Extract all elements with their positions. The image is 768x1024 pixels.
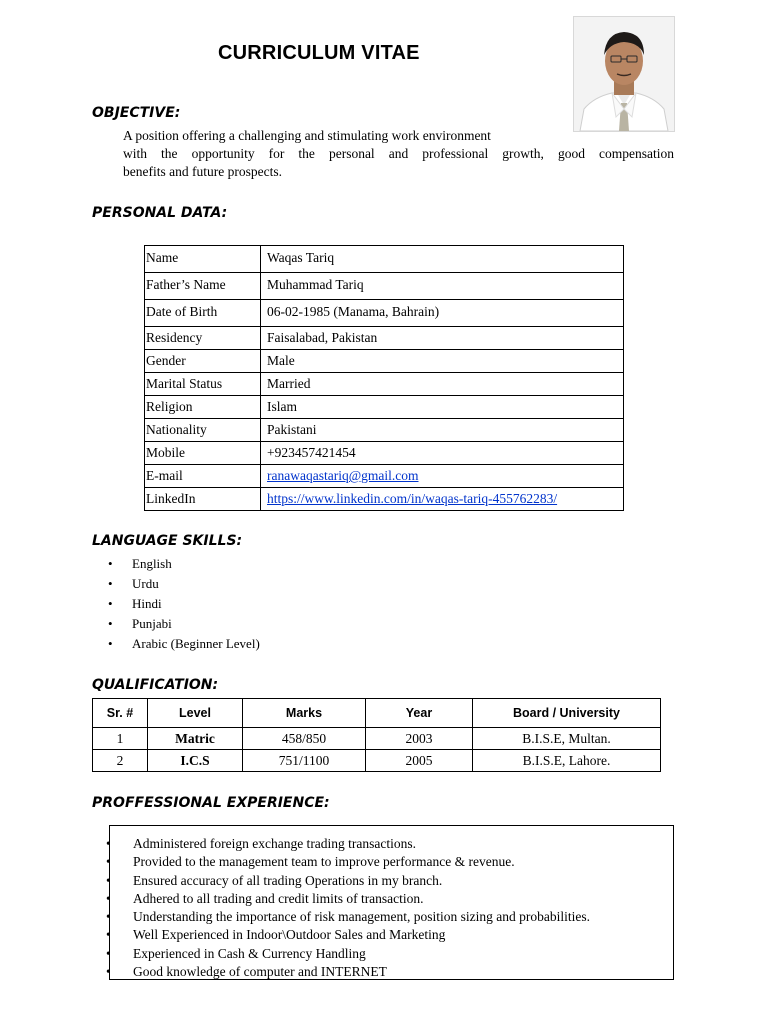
column-header: Marks xyxy=(243,699,366,728)
experience-text: Ensured accuracy of all trading Operations in my branch. xyxy=(133,872,443,888)
field-label: LinkedIn xyxy=(145,488,261,511)
field-label: Date of Birth xyxy=(145,300,261,327)
language-label: English xyxy=(132,556,172,571)
field-value: Faisalabad, Pakistan xyxy=(261,327,624,350)
table-cell: 2005 xyxy=(366,750,473,772)
objective-line: benefits and future prospects. xyxy=(123,164,282,179)
email-cell xyxy=(261,465,624,488)
list-item xyxy=(108,634,260,654)
field-value: Pakistani xyxy=(261,419,624,442)
table-row xyxy=(145,465,624,488)
list-item xyxy=(108,614,260,634)
bullet: • xyxy=(106,854,111,870)
field-value: 06-02-1985 (Manama, Bahrain) xyxy=(261,300,624,327)
bullet: • xyxy=(106,872,111,888)
table-cell: 751/1100 xyxy=(243,750,366,772)
list-item xyxy=(108,574,260,594)
objective-heading: OBJECTIVE: xyxy=(92,105,181,121)
table-cell: 2003 xyxy=(366,728,473,750)
field-value: Male xyxy=(261,350,624,373)
field-label: Name xyxy=(145,246,261,273)
table-cell: 2 xyxy=(93,750,148,772)
experience-text: Understanding the importance of risk management, position sizing and probabilities. xyxy=(133,909,591,925)
field-label: Residency xyxy=(145,327,261,350)
table-row xyxy=(145,419,624,442)
column-header: Board / University xyxy=(473,699,661,728)
list-item xyxy=(106,926,673,944)
objective-line: with the opportunity for the personal and professional growth, good compensation xyxy=(123,146,674,161)
table-cell: Matric xyxy=(148,728,243,750)
experience-text: Adhered to all trading and credit limits of transaction. xyxy=(133,890,424,906)
experience-text: Good knowledge of computer and INTERNET xyxy=(133,964,387,980)
document-title: CURRICULUM VITAE xyxy=(218,42,420,64)
language-label: Punjabi xyxy=(132,616,172,631)
list-item xyxy=(106,853,673,871)
language-list xyxy=(108,554,260,654)
qualification-table xyxy=(92,698,661,772)
bullet: • xyxy=(108,556,113,571)
bullet: • xyxy=(106,927,111,943)
list-item xyxy=(106,908,673,926)
profile-photo xyxy=(573,16,675,132)
bullet: • xyxy=(106,909,111,925)
table-row xyxy=(145,373,624,396)
experience-text: Experienced in Cash & Currency Handling xyxy=(133,945,366,961)
table-row xyxy=(93,728,661,750)
table-row xyxy=(145,273,624,300)
table-cell: B.I.S.E, Lahore. xyxy=(473,750,661,772)
column-header: Level xyxy=(148,699,243,728)
bullet: • xyxy=(106,836,111,851)
experience-text: Provided to the management team to improve performance & revenue. xyxy=(133,854,515,870)
experience-text: Well Experienced in Indoor\Outdoor Sales and Marketing xyxy=(133,927,446,943)
experience-text: Administered foreign exchange trading transactions. xyxy=(133,836,417,851)
linkedin-link[interactable]: https://www.linkedin.com/in/waqas-tariq-455762283/ xyxy=(267,491,558,506)
field-label: Nationality xyxy=(145,419,261,442)
field-label: Religion xyxy=(145,396,261,419)
table-header-row xyxy=(93,699,661,728)
list-item xyxy=(106,835,673,853)
qualification-heading: QUALIFICATION: xyxy=(92,677,219,693)
linkedin-cell xyxy=(261,488,624,511)
field-label: Marital Status xyxy=(145,373,261,396)
field-label: Mobile xyxy=(145,442,261,465)
list-item xyxy=(106,963,673,981)
list-item xyxy=(108,554,260,574)
table-row xyxy=(93,750,661,772)
list-item xyxy=(108,594,260,614)
field-value: Muhammad Tariq xyxy=(261,273,624,300)
table-row xyxy=(145,488,624,511)
table-row xyxy=(145,300,624,327)
bullet: • xyxy=(106,890,111,906)
experience-box xyxy=(106,825,674,980)
field-value: Married xyxy=(261,373,624,396)
objective-line: A position offering a challenging and stimulating work environment xyxy=(123,128,491,143)
field-label: Father’s Name xyxy=(145,273,261,300)
column-header: Sr. # xyxy=(93,699,148,728)
personal-data-table xyxy=(144,245,624,511)
field-value: Waqas Tariq xyxy=(261,246,624,273)
language-label: Urdu xyxy=(132,576,159,591)
language-label: Hindi xyxy=(132,596,162,611)
bullet: • xyxy=(108,616,113,631)
bullet: • xyxy=(106,964,111,980)
table-row xyxy=(145,246,624,273)
bullet: • xyxy=(108,636,113,651)
bullet: • xyxy=(108,596,113,611)
language-skills-heading: LANGUAGE SKILLS: xyxy=(92,533,243,549)
list-item xyxy=(106,890,673,908)
table-cell: 458/850 xyxy=(243,728,366,750)
mobile-value: +923457421454 xyxy=(261,442,624,465)
table-cell: I.C.S xyxy=(148,750,243,772)
table-row xyxy=(145,327,624,350)
table-cell: B.I.S.E, Multan. xyxy=(473,728,661,750)
bullet: • xyxy=(108,576,113,591)
bullet: • xyxy=(106,945,111,961)
table-row xyxy=(145,442,624,465)
field-value: Islam xyxy=(261,396,624,419)
language-label: Arabic (Beginner Level) xyxy=(132,636,260,651)
column-header: Year xyxy=(366,699,473,728)
objective-text xyxy=(123,127,674,181)
table-row xyxy=(145,396,624,419)
table-row xyxy=(145,350,624,373)
list-item xyxy=(106,945,673,963)
personal-data-heading: PERSONAL DATA: xyxy=(92,205,228,221)
experience-heading: PROFFESSIONAL EXPERIENCE: xyxy=(92,795,330,811)
email-link[interactable]: ranawaqastariq@gmail.com xyxy=(267,468,419,483)
field-label: Gender xyxy=(145,350,261,373)
list-item xyxy=(106,872,673,890)
field-label: E-mail xyxy=(145,465,261,488)
table-cell: 1 xyxy=(93,728,148,750)
